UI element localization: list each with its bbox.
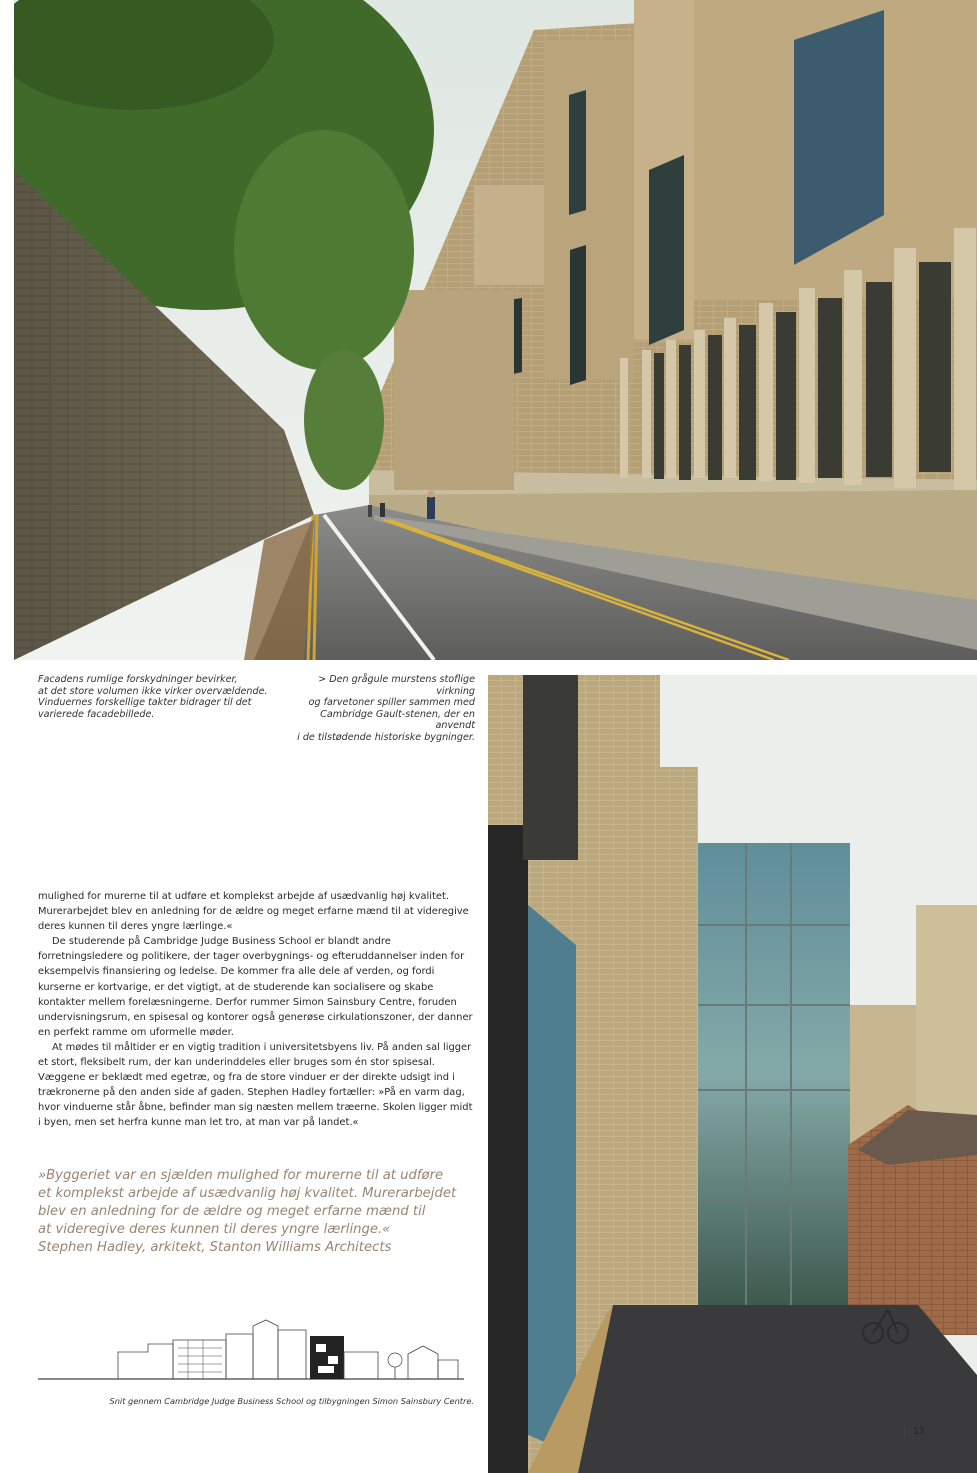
quote-line: blev en anledning for de ældre og meget erfarne mænd til — [38, 1204, 426, 1219]
quote-line: »Byggeriet var en sjælden mulighed for murerne til at udføre — [38, 1168, 444, 1183]
glass-passage-illustration — [488, 675, 977, 1473]
quote-line: at videregive deres kunnen til deres yngre lærlinge.« — [38, 1222, 391, 1237]
quote-line: et komplekst arbejde af usædvanlig høj kvalitet. Murerarbejdet — [38, 1186, 457, 1201]
street-facade-illustration — [14, 0, 977, 660]
body-paragraph: At mødes til måltider er en vigtig tradition i universitetsbyens liv. På anden sal ligger et stort, fleksibelt rum, der kan underinddeles eller bruges som én stor spisesal. Væggene er beklædt med egetræ, og fra de store vinduer er der direkte udsigt ind i trækronerne på den anden side af gaden. Stephen Hadley fortæller: »På en varm dag, hvor vinduerne står åbne, befinder man sig næsten mellem træerne. Skolen ligger midt i byen, men set herfra kunne man let tro, at man var på landet.« — [38, 1041, 473, 1129]
section-drawing — [38, 1316, 464, 1388]
section-line-drawing — [38, 1316, 464, 1388]
caption-top-right — [292, 674, 475, 744]
article-body — [38, 889, 476, 1131]
body-paragraph: De studerende på Cambridge Judge Business School er blandt andre forretningsledere og politikere, der tager overbygnings- og efteruddannelser inden for eksempelvis finansiering og ledelse. De kommer fra alle dele af verden, og fordi kurserne er kortvarige, er det vigtigt, at de studerende kan socialisere og skabe kontakter mellem forelæsningerne. Derfor rummer Simon Sainsbury Centre, foruden undervisningsrum, en spisesal og kontorer også generøse cirkulationszoner, der danner en perfekt ramme om uformelle møder. — [38, 936, 473, 1038]
page-number-divider — [904, 1426, 905, 1438]
photo-glass-passage — [488, 675, 977, 1473]
caption-line: > Den grågule murstens stoflige virkning — [318, 674, 475, 697]
photo-street-facade — [14, 0, 977, 660]
quote-attribution: Stephen Hadley, arkitekt, Stanton Williams Architects — [38, 1240, 392, 1255]
caption-line: og farvetoner spiller sammen med — [308, 697, 475, 709]
page-number: 13 — [913, 1427, 925, 1437]
caption-line: Cambridge Gault-stenen, der en anvendt — [320, 708, 475, 732]
body-paragraph: mulighed for murerne til at udføre et komplekst arbejde af usædvanlig høj kvalitet. Murerarbejdet blev en anledning for de ældre og meget erfarne mænd til at videregive deres kunnen til deres yngre lærlinge.« — [38, 891, 469, 933]
caption-line: i de tilstødende historiske bygninger. — [297, 731, 475, 743]
drawing-caption: Snit gennem Cambridge Judge Business School og tilbygningen Simon Sainsbury Centre. — [109, 1396, 474, 1406]
caption-line: Facadens rumlige forskydninger bevirker, — [38, 674, 238, 685]
pull-quote — [38, 1167, 478, 1257]
caption-line: varierede facadebillede. — [38, 708, 155, 720]
caption-top-left — [38, 674, 298, 720]
caption-line: at det store volumen ikke virker overvældende. — [38, 685, 268, 697]
caption-line: Vinduernes forskellige takter bidrager til det — [38, 697, 252, 709]
